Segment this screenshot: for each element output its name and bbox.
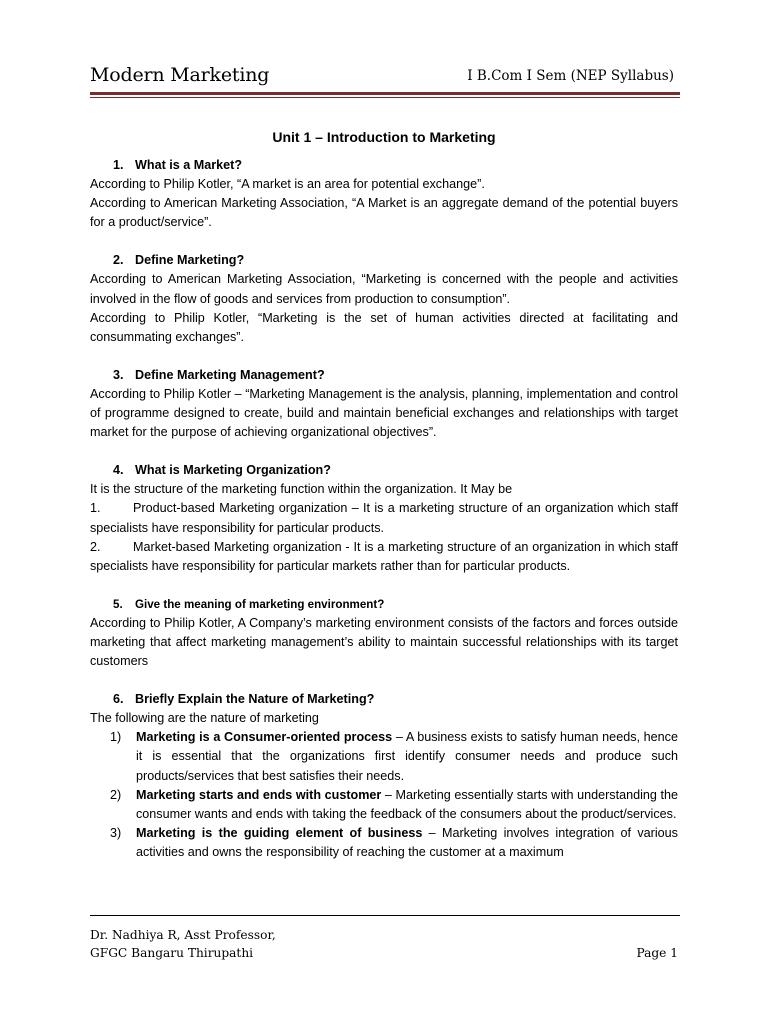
spacer [90, 347, 678, 366]
header-title: Modern Marketing [90, 64, 270, 86]
page-number: Page 1 [636, 946, 678, 960]
list-item-number: 3) [110, 825, 122, 840]
list-item-number: 1) [110, 730, 122, 745]
list-item-term: Marketing is a Consumer-oriented process [136, 730, 393, 745]
list-item [90, 499, 678, 537]
list-item [90, 728, 678, 785]
spacer [90, 671, 678, 690]
question-number: 4. [113, 463, 124, 478]
paragraph: According to American Marketing Association, “Marketing is concerned with the people and activities involved in the flow of goods and services from production to consumption”. [90, 272, 678, 306]
paragraph: According to Philip Kotler – “Marketing Management is the analysis, planning, implementation and control of programme designed to create, build and maintain beneficial exchanges and relationships with target market for the purpose of achieving organizational objectives”. [90, 386, 678, 440]
paragraph: It is the structure of the marketing function within the organization. It May be [90, 482, 513, 497]
page-header [90, 64, 680, 88]
question-heading [90, 461, 678, 480]
question-number: 1. [113, 158, 124, 172]
spacer [90, 232, 678, 251]
list-item-number: 2) [110, 787, 122, 802]
paragraph: According to American Marketing Association, “A Market is an aggregate demand of the potential buyers for a product/service”. [90, 196, 678, 230]
question-text: What is Marketing Organization? [135, 463, 331, 478]
list-item-text: – Marketing involves integration of various activities and owns the responsibility of reaching the customer at a maximum [136, 825, 678, 859]
spacer [90, 442, 678, 461]
question-number: 6. [113, 692, 124, 707]
list-item-text: Market-based Marketing organization - It is a marketing structure of an organization in which staff specialists have responsibility for particular markets rather than for particular products. [90, 539, 678, 573]
list-item-number: 2. [90, 539, 101, 554]
question-heading [90, 251, 678, 270]
list-item-term: Marketing is the guiding element of business [136, 825, 423, 840]
paragraph: According to Philip Kotler, “A market is an area for potential exchange”. [90, 177, 485, 192]
unit-title: Unit 1 – Introduction to Marketing [272, 129, 496, 145]
header-course: I B.Com I Sem (NEP Syllabus) [467, 68, 674, 84]
header-rule-thick [90, 92, 680, 95]
page-footer-author [90, 926, 276, 962]
list-item [90, 824, 678, 862]
page-content [90, 127, 678, 862]
paragraph: The following are the nature of marketing [90, 711, 319, 726]
list-item [90, 786, 678, 824]
question-text: Define Marketing? [135, 253, 245, 268]
paragraph: According to Philip Kotler, A Company’s marketing environment consists of the factors and forces outside marketing that affect marketing management’s ability to maintain successful relationships with its target customers [90, 615, 678, 669]
question-heading [90, 595, 678, 614]
question-heading [90, 366, 678, 385]
header-rule-thin [90, 97, 680, 98]
list-item-number: 1. [90, 501, 101, 516]
list-item [90, 538, 678, 576]
list-item-text: – Marketing essentially starts with understanding the consumer wants and ends with taking the feedback of the consumers about the product/services. [136, 787, 679, 821]
list-item-text: – A business exists to satisfy human needs, hence it is essential that the organizations first identify consumer needs and produce such products/services that best satisfies their needs. [136, 730, 678, 783]
question-text: Give the meaning of marketing environment? [135, 597, 385, 611]
paragraph: According to Philip Kotler, “Marketing is the set of human activities directed at facilitating and consummating exchanges”. [90, 310, 678, 344]
question-number: 2. [113, 253, 124, 268]
list-item-text: Product-based Marketing organization – It is a marketing structure of an organization which staff specialists have responsibility for particular products. [90, 501, 678, 535]
footer-institution: GFGC Bangaru Thirupathi [90, 946, 254, 960]
list-item-term: Marketing starts and ends with customer [136, 787, 382, 802]
question-number: 5. [113, 597, 123, 611]
question-text: Briefly Explain the Nature of Marketing? [135, 692, 375, 707]
question-number: 3. [113, 367, 124, 382]
spacer [90, 576, 678, 595]
question-heading [90, 690, 678, 709]
question-text: Define Marketing Management? [135, 367, 325, 382]
footer-rule [90, 915, 680, 916]
question-text: What is a Market? [135, 158, 243, 172]
question-heading [90, 156, 678, 175]
footer-author: Dr. Nadhiya R, Asst Professor, [90, 928, 276, 942]
